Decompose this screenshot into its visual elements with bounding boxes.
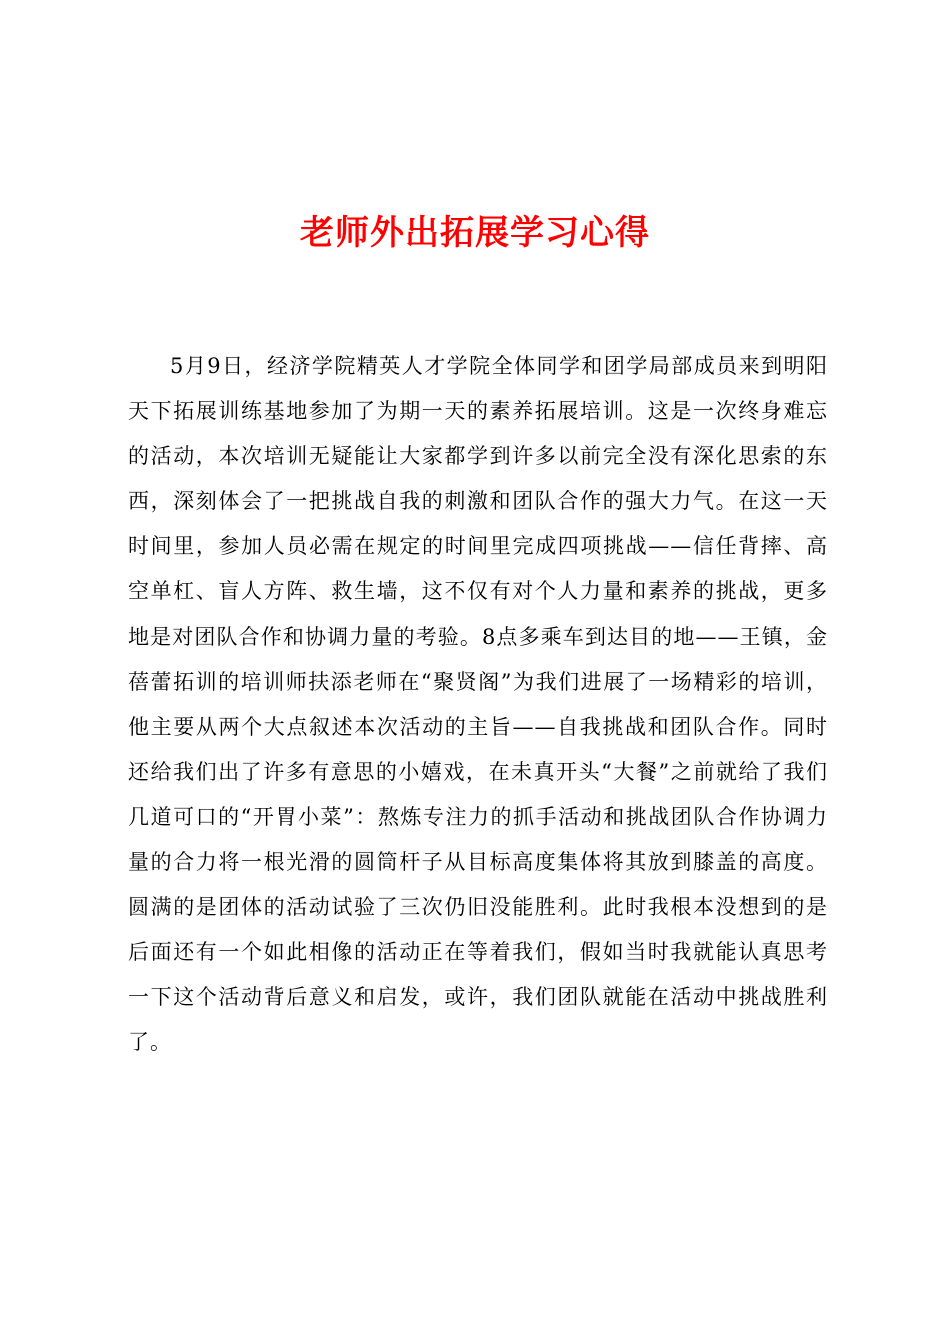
- body-paragraph: 5月9日，经济学院精英人才学院全体同学和团学局部成员来到明阳天下拓展训练基地参加了为期一天的素养拓展培训。这是一次终身难忘的活动，本次培训无疑能让大家都学到许多以前完全没有深化思索的东西，深刻体会了一把挑战自我的刺激和团队合作的强大力气。在这一天时间里，参加人员必需在规定的时间里完成四项挑战——信任背摔、高空单杠、盲人方阵、救生墙，这不仅有对个人力量和素养的挑战，更多地是对团队合作和协调力量的考验。8点多乘车到达目的地——王镇，金蓓蕾拓训的培训师扶添老师在“聚贤阁”为我们进展了一场精彩的培训，他主要从两个大点叙述本次活动的主旨——自我挑战和团队合作。同时还给我们出了许多有意思的小嬉戏，在未真开头“大餐”之前就给了我们几道可口的“开胃小菜”：熬炼专注力的抓手活动和挑战团队合作协调力量的合力将一根光滑的圆筒杆子从目标高度集体将其放到膝盖的高度。圆满的是团体的活动试验了三次仍旧没能胜利。此时我根本没想到的是后面还有一个如此相像的活动正在等着我们，假如当时我就能认真思考一下这个活动背后意义和启发，或许，我们团队就能在活动中挑战胜利了。: [128, 354, 828, 1055]
- document-title: 老师外出拓展学习心得: [300, 213, 650, 253]
